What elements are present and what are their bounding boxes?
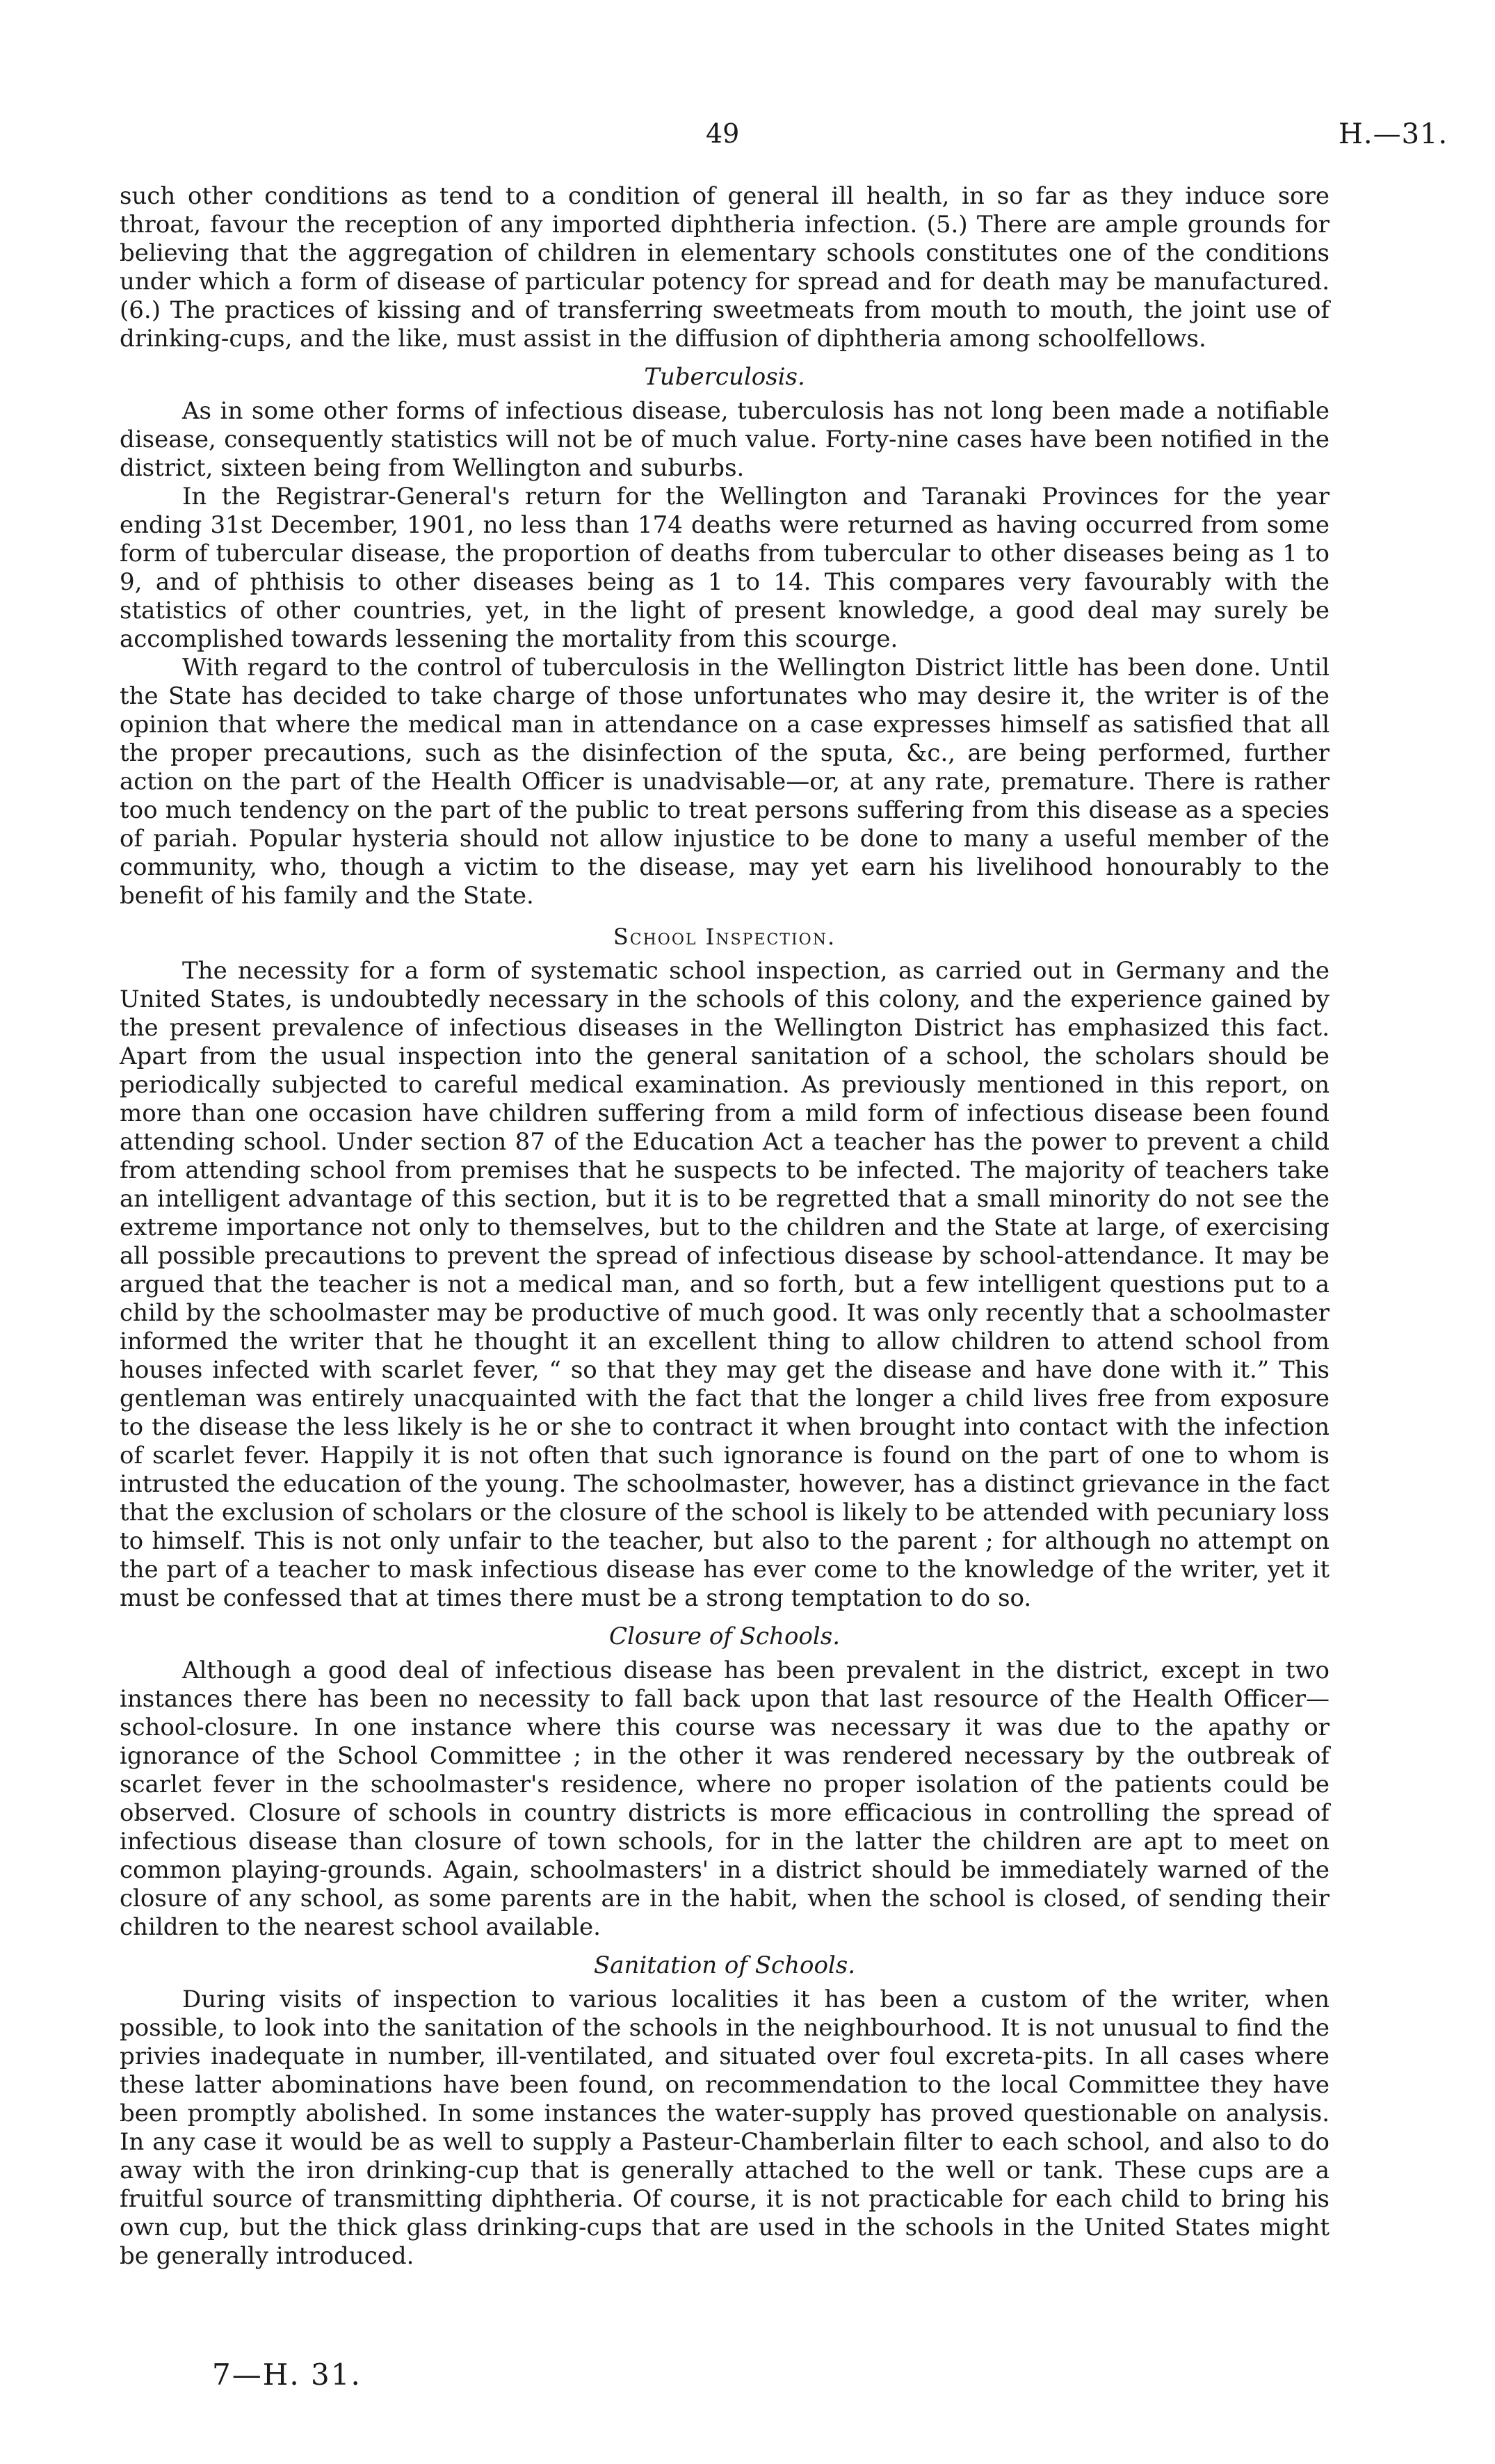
section-heading-closure: Closure of Schools. <box>608 1622 841 1650</box>
tuberculosis-paragraph-2: In the Registrar-General's return for the Wellington and Taranaki Provinces for the year ending 31st December, 1901, no less than 174 deaths were returned as having occurred from some form of tubercular disease, the proportion of deaths from tubercular to other diseases being as 1 to 9, and of phthisis to other diseases being as 1 to 14. This compares very favourably with the statistics of other countries, yet, in the light of present knowledge, a good deal may surely be accomplished towards lessening the mortality from this scourge. <box>120 483 1330 653</box>
section-heading-school-inspection: School Inspection. <box>613 924 837 950</box>
section-heading-sanitation: Sanitation of Schools. <box>593 1951 856 1979</box>
sanitation-paragraph: During visits of inspection to various localities it has been a custom of the writer, when possible, to look into the sanitation of the schools in the neighbourhood. It is not unusual to find the privies inadequate in number, ill-ventilated, and situated over foul excreta-pits. In all cases where these latter abominations have been found, on recommendation to the local Committee they have been promptly abolished. In some instances the water-supply has proved questionable on analysis. In any case it would be as well to supply a Pasteur-Chamberlain filter to each school, and also to do away with the iron drinking-cup that is generally attached to the well or tank. These cups are a fruitful source of transmitting diphtheria. Of course, it is not practicable for each child to bring his own cup, but the thick glass drinking-cups that are used in the schools in the United States might be generally introduced. <box>120 1986 1330 2270</box>
school-inspection-paragraph: The necessity for a form of systematic school inspection, as carried out in Germany and the United States, is undoubtedly necessary in the schools of this colony, and the experience gained by the present prevalence of infectious diseases in the Wellington District has emphasized this fact. Apart from the usual inspection into the general sanitation of a school, the scholars should be periodically subjected to careful medical examination. As previously mentioned in this report, on more than one occasion have children suffering from a mild form of infectious disease been found attending school. Under section 87 of the Education Act a teacher has the power to prevent a child from attending school from premises that he suspects to be infected. The majority of teachers take an intelligent advantage of this section, but it is to be regretted that a small minority do not see the extreme importance not only to themselves, but to the children and the State at large, of exercising all possible precautions to prevent the spread of infectious disease by school-attendance. It may be argued that the teacher is not a medical man, and so forth, but a few intelligent questions put to a child by the schoolmaster may be productive of much good. It was only recently that a schoolmaster informed the writer that he thought it an excellent thing to allow children to attend school from houses infected with scarlet fever, “ so that they may get the disease and have done with it.” This gentleman was entirely unacquainted with the fact that the longer a child lives free from exposure to the disease the less likely is he or she to contract it when brought into contact with the infection of scarlet fever. Happily it is not often that such ignorance is found on the part of one to whom is intrusted the education of the young. The schoolmaster, however, has a distinct grievance in the fact that the exclusion of scholars or the closure of the school is likely to be attended with pecuniary loss to himself. This is not only unfair to the teacher, but also to the parent ; for although no attempt on the part of a teacher to mask infectious disease has ever come to the knowledge of the writer, yet it must be confessed that at times there must be a strong temptation to do so. <box>120 957 1330 1612</box>
body-text <box>120 182 1330 2271</box>
signature-mark: 7—H. 31. <box>212 2358 362 2392</box>
section-heading-tuberculosis: Tuberculosis. <box>644 363 805 391</box>
document-reference: H.—31. <box>1339 118 1448 150</box>
tuberculosis-paragraph-1: As in some other forms of infectious disease, tuberculosis has not long been made a notifiable disease, consequently statistics will not be of much value. Forty-nine cases have been notified in the district, sixteen being from Wellington and suburbs. <box>120 397 1330 482</box>
page-header <box>0 118 1495 160</box>
tuberculosis-paragraph-3: With regard to the control of tuberculosis in the Wellington District little has been done. Until the State has decided to take charge of those unfortunates who may desire it, the writer is of the opinion that where the medical man in attendance on a case expresses himself as satisfied that all the proper precautions, such as the disinfection of the sputa, &c., are being performed, further action on the part of the Health Officer is unadvisable—or, at any rate, premature. There is rather too much tendency on the part of the public to treat persons suffering from this disease as a species of pariah. Popular hysteria should not allow injustice to be done to many a useful member of the community, who, though a victim to the disease, may yet earn his livelihood honourably to the benefit of his family and the State. <box>120 654 1330 910</box>
intro-paragraph: such other conditions as tend to a condition of general ill health, in so far as they induce sore throat, favour the reception of any imported diphtheria infection. (5.) There are ample grounds for believing that the aggregation of children in elementary schools constitutes one of the conditions under which a form of disease of particular potency for spread and for death may be manufactured. (6.) The practices of kissing and of transferring sweetmeats from mouth to mouth, the joint use of drinking-cups, and the like, must assist in the diffusion of diphtheria among schoolfellows. <box>120 182 1330 353</box>
page-number: 49 <box>706 118 740 149</box>
closure-paragraph: Although a good deal of infectious disease has been prevalent in the district, except in two instances there has been no necessity to fall back upon that last resource of the Health Officer—school-closure. In one instance where this course was necessary it was due to the apathy or ignorance of the School Committee ; in the other it was rendered necessary by the outbreak of scarlet fever in the schoolmaster's residence, where no proper isolation of the patients could be observed. Closure of schools in country districts is more efficacious in controlling the spread of infectious disease than closure of town schools, for in the latter the children are apt to meet on common playing-grounds. Again, schoolmasters' in a district should be immediately warned of the closure of any school, as some parents are in the habit, when the school is closed, of sending their children to the nearest school available. <box>120 1657 1330 1941</box>
